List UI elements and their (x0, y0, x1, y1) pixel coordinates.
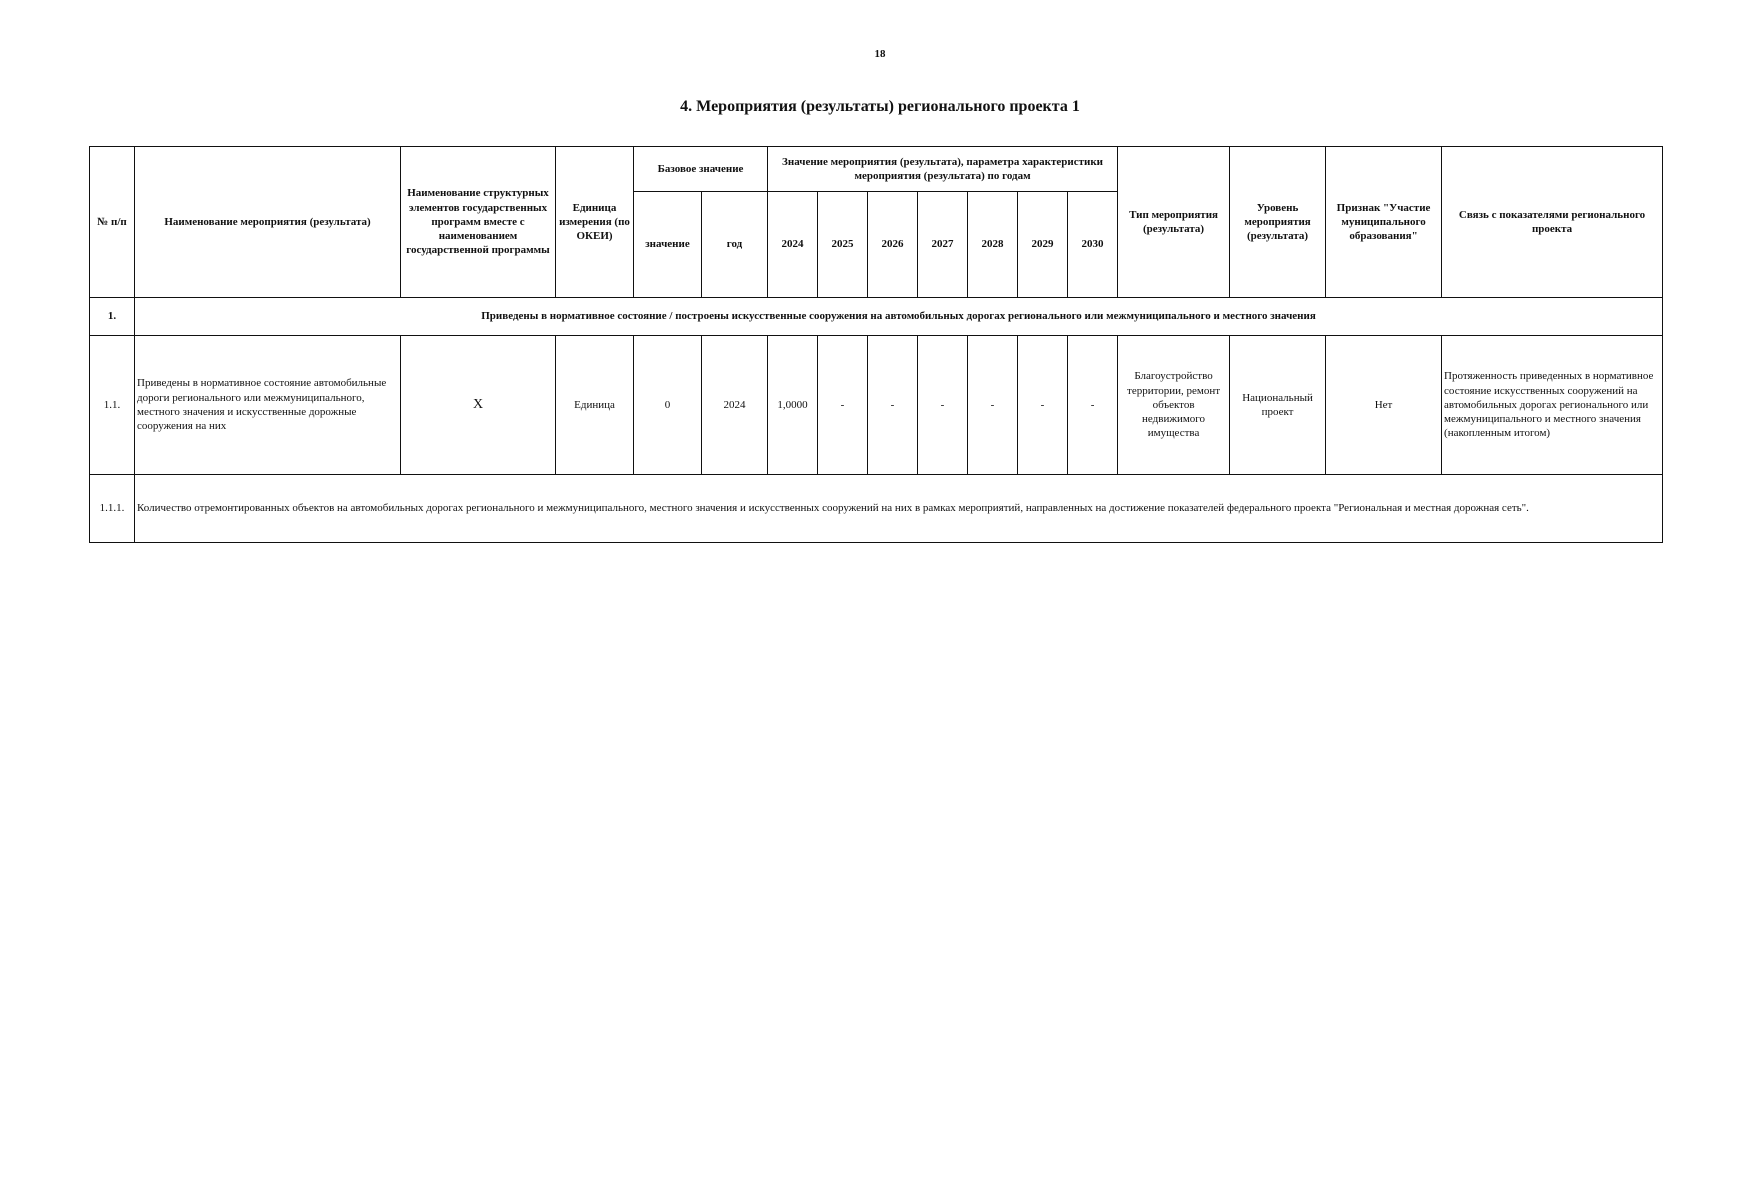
header-municipal: Признак "Участие муниципального образования" (1326, 147, 1442, 298)
item-level: Национальный проект (1230, 336, 1326, 475)
header-year-2028: 2028 (968, 192, 1018, 298)
header-num: № п/п (90, 147, 135, 298)
header-base-year: год (702, 192, 768, 298)
item-base-year: 2024 (702, 336, 768, 475)
description-row (90, 475, 1663, 543)
item-value-2028: - (968, 336, 1018, 475)
header-link: Связь с показателями регионального проекта (1442, 147, 1663, 298)
header-type: Тип мероприятия (результата) (1118, 147, 1230, 298)
item-value-2030: - (1068, 336, 1118, 475)
item-link: Протяженность приведенных в нормативное состояние искусственных сооружений на автомобильных дорогах регионального или межмуниципального и местного значения (накопленным итогом) (1442, 336, 1663, 475)
table-row (90, 336, 1663, 475)
item-structural: X (401, 336, 556, 475)
description-num: 1.1.1. (90, 475, 135, 543)
item-num: 1.1. (90, 336, 135, 475)
header-year-2026: 2026 (868, 192, 918, 298)
section-row (90, 298, 1663, 336)
header-structural: Наименование структурных элементов государственных программ вместе с наименованием государственной программы (401, 147, 556, 298)
section-title-cell: Приведены в нормативное состояние / построены искусственные сооружения на автомобильных дорогах регионального или межмуниципального и местного значения (135, 298, 1663, 336)
header-unit: Единица измерения (по ОКЕИ) (556, 147, 634, 298)
header-row-top (90, 147, 1663, 192)
header-year-2027: 2027 (918, 192, 968, 298)
header-year-2025: 2025 (818, 192, 868, 298)
header-year-2024: 2024 (768, 192, 818, 298)
item-name: Приведены в нормативное состояние автомобильные дороги регионального или межмуниципального, местного значения и искусственные дорожные сооружения на них (135, 336, 401, 475)
item-municipal: Нет (1326, 336, 1442, 475)
header-year-2029: 2029 (1018, 192, 1068, 298)
header-years-group: Значение мероприятия (результата), параметра характеристики мероприятия (результата) по годам (768, 147, 1118, 192)
item-value-2029: - (1018, 336, 1068, 475)
section-num: 1. (90, 298, 135, 336)
item-value-2024: 1,0000 (768, 336, 818, 475)
description-text: Количество отремонтированных объектов на автомобильных дорогах регионального и межмуниципального, местного значения и искусственных сооружений на них в рамках мероприятий, направленных на достижение показателей федерального проекта "Региональная и местная дорожная сеть". (135, 475, 1663, 543)
item-value-2025: - (818, 336, 868, 475)
item-type: Благоустройство территории, ремонт объектов недвижимого имущества (1118, 336, 1230, 475)
results-table (89, 146, 1663, 543)
header-base-group: Базовое значение (634, 147, 768, 192)
section-title: 4. Мероприятия (результаты) регионального проекта 1 (680, 98, 1080, 115)
header-base-value: значение (634, 192, 702, 298)
header-year-2030: 2030 (1068, 192, 1118, 298)
header-level: Уровень мероприятия (результата) (1230, 147, 1326, 298)
header-name: Наименование мероприятия (результата) (135, 147, 401, 298)
item-unit: Единица (556, 336, 634, 475)
item-value-2027: - (918, 336, 968, 475)
item-value-2026: - (868, 336, 918, 475)
item-base-value: 0 (634, 336, 702, 475)
page-number: 18 (874, 48, 886, 60)
